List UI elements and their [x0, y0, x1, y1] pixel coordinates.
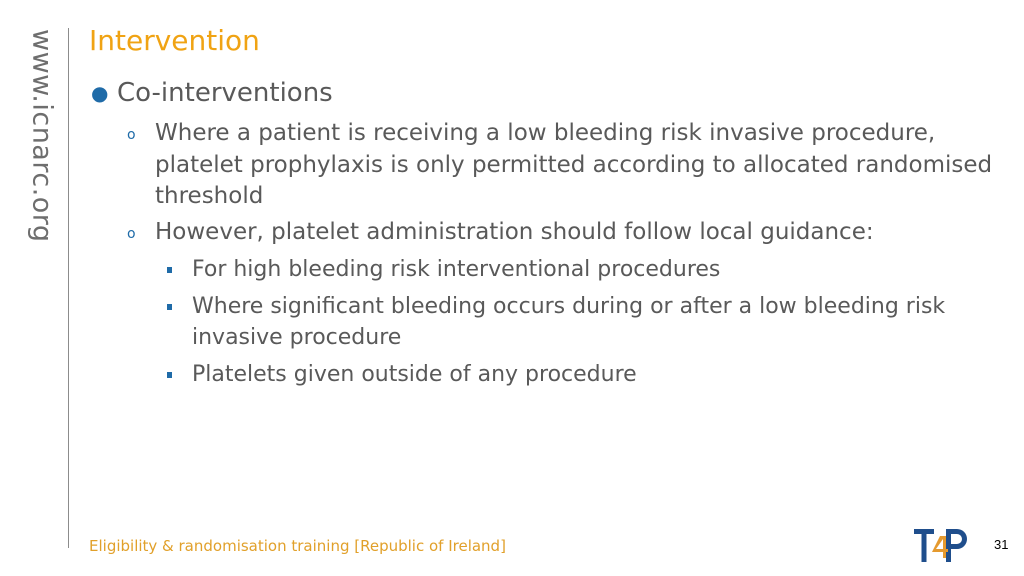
sub-sub-bullet-list — [155, 254, 995, 390]
square-bullet-icon — [167, 267, 172, 273]
sub-sub-bullet-text: Where significant bleeding occurs during or after a low bleeding risk invasive procedure — [192, 294, 946, 350]
sub-sub-bullet-item-significant-bleeding — [155, 291, 995, 353]
sub-bullet-text: However, platelet administration should follow local guidance: — [155, 218, 874, 245]
slide-content — [85, 74, 995, 390]
square-bullet-icon — [167, 304, 172, 310]
sub-sub-bullet-item-high-bleeding-risk — [155, 254, 995, 285]
t4p-logo-icon — [912, 524, 968, 566]
bullet-text: Co-interventions — [117, 78, 333, 108]
sub-bullet-list — [117, 118, 995, 390]
sub-bullet-item-local-guidance — [117, 217, 995, 391]
website-url-text: www.icnarc.org — [26, 28, 58, 243]
bullet-list — [85, 74, 995, 390]
filled-circle-bullet-icon: ● — [91, 81, 109, 105]
hollow-circle-bullet-icon: o — [127, 127, 136, 143]
page-number: 31 — [994, 537, 1009, 552]
square-bullet-icon — [167, 372, 172, 378]
slide-title: Intervention — [89, 24, 260, 57]
sub-bullet-item-low-bleeding-risk — [117, 118, 995, 213]
sub-sub-bullet-text: For high bleeding risk interventional procedures — [192, 257, 721, 282]
website-url — [20, 28, 64, 243]
sub-bullet-text: Where a patient is receiving a low bleeding risk invasive procedure, platelet prophylaxis is only permitted according to allocated randomised threshold — [155, 120, 993, 209]
hollow-circle-bullet-icon: o — [127, 225, 136, 242]
divider-line — [68, 28, 69, 548]
sub-sub-bullet-item-outside-procedure — [155, 359, 995, 390]
footer-text: Eligibility & randomisation training [Republic of Ireland] — [89, 537, 506, 555]
sub-sub-bullet-text: Platelets given outside of any procedure — [192, 362, 637, 387]
bullet-item-co-interventions — [85, 74, 995, 390]
